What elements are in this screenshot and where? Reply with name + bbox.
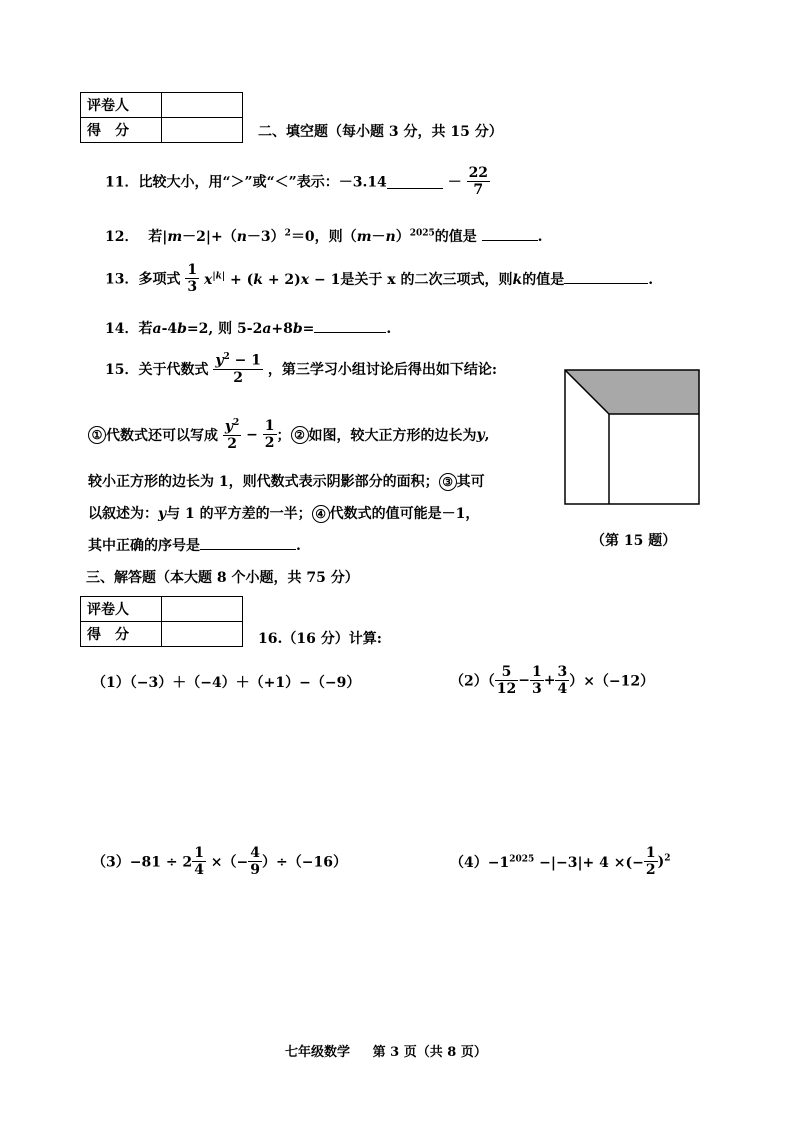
- q15-line-2: ① 代数式还可以写成 $\frac{y^2}{2}$ − $\frac{1}{2}$ ； ② 如图，较大正方形的边长为y,: [88, 418, 490, 452]
- q15-line-3: 较小正方形的边长为 1，则代数式表示阴影部分的面积； ③ 其可: [88, 474, 485, 490]
- q11-answer-blank[interactable]: [387, 174, 443, 189]
- q13-answer-blank[interactable]: [564, 269, 648, 284]
- section2-title: 二、填空题（每小题 3 分，共 15 分）: [258, 124, 503, 140]
- q12-answer-blank[interactable]: [482, 226, 538, 241]
- q15-answer-blank[interactable]: [200, 535, 296, 550]
- q15-line-5: 其中正确的序号是 .: [88, 535, 301, 555]
- q15-caption: （第 15 题）: [591, 533, 677, 549]
- footer-page: 第 3 页（共 8 页）: [372, 1045, 487, 1060]
- score-label-2: 得 分: [81, 622, 162, 647]
- score-table-bottom: [80, 596, 243, 647]
- question-12: 12． 若$|m-2|+(n-3)^2=0$，则$(m-n)^{2025}$的值是 .: [105, 226, 543, 246]
- question-14: 14．若a-4b=2, 则 5-2a+8b= .: [105, 318, 391, 338]
- score-cell-2: [162, 622, 243, 647]
- score-label: 得 分: [81, 118, 162, 143]
- q16-part-3: （3）−81 ÷ 2 $\frac{1}{4}$ ×（− $\frac{4}{9}$ ）÷（−16）: [92, 845, 347, 879]
- grader-cell-2: [162, 597, 243, 622]
- q16-title: 16.（16 分）计算:: [258, 631, 382, 647]
- grader-label-2: 评卷人: [81, 597, 162, 622]
- q14-answer-blank[interactable]: [314, 318, 386, 333]
- shaded-region: [565, 370, 699, 414]
- q16-part-1: （1）（−3）＋（−4）＋（+1）−（−9）: [92, 675, 361, 691]
- q16-part-4: $(4)-1^{2025} -|-3|+ 4$ ×(− $\frac{1}{2}$ )$^2$: [450, 845, 671, 879]
- q13-fraction: $\frac{1}{3}$: [187, 262, 198, 296]
- grader-cell: [162, 93, 243, 118]
- grader-label: 评卷人: [81, 93, 162, 118]
- footer-subject: 七年级数学: [285, 1045, 351, 1060]
- section3-title: 三、解答题（本大题 8 个小题，共 75 分）: [86, 570, 359, 586]
- q15-line-4: 以叙述为：y与 1 的平方差的一半； ④ 代数式的值可能是－1，: [88, 506, 480, 522]
- question-11: 11．比较大小，用“＞”或“＜”表示：－3.14 － $\frac{22}{7}$: [105, 165, 489, 199]
- score-table-top: [80, 92, 243, 143]
- q15-fraction: $\frac{y^2 - 1}{2}$: [215, 352, 261, 386]
- q16-part-2: （2）（ $\frac{5}{12}$ − $\frac{1}{3}$ + $\frac{3}{4}$ ）×（−12）: [450, 664, 655, 698]
- page-footer: [285, 1041, 487, 1060]
- q11-fraction: $\frac{22}{7}$: [468, 165, 489, 199]
- question-13: 13．多项式 $\frac{1}{3}$ $x^{|k|} + (k + 2)x - 1$是关于 x 的二次三项式，则k的值是 .: [105, 262, 654, 296]
- question-15: 15．关于代数式 $\frac{y^2 - 1}{2}$ ，第三学习小组讨论后得出如下结论:: [105, 352, 498, 386]
- q15-figure: [564, 369, 700, 505]
- score-cell: [162, 118, 243, 143]
